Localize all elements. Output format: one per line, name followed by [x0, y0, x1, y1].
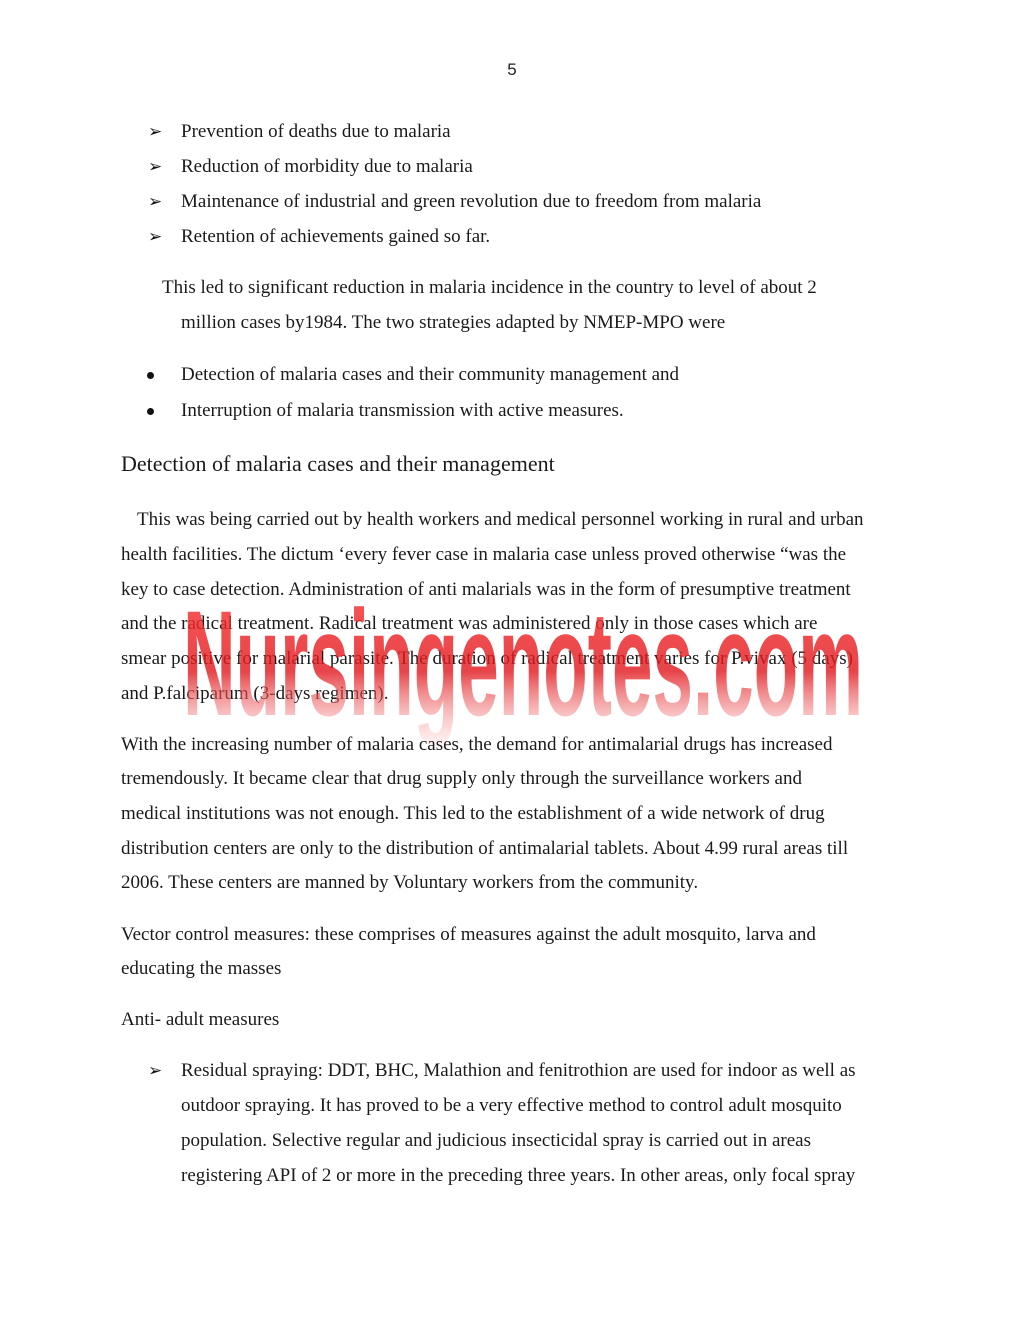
arrow-bullet-icon: ➢ — [148, 122, 163, 141]
page-number: 5 — [507, 60, 517, 79]
paragraph-line: Vector control measures: these comprises of measures against the adult mosquito, larva and — [121, 924, 816, 945]
anti-adult-label: Anti- adult measures — [121, 1009, 280, 1030]
arrow-bullet-icon: ➢ — [148, 192, 163, 211]
arrow-bullet-icon: ➢ — [148, 1061, 163, 1080]
arrow-bullet-icon: ➢ — [148, 157, 163, 176]
paragraph-line: educating the masses — [121, 958, 282, 979]
list-item: Detection of malaria cases and their community management and — [181, 364, 680, 385]
list-item: Interruption of malaria transmission with active measures. — [181, 400, 624, 421]
watermark-text: Nursingenotes.com — [183, 579, 863, 747]
list-item: Maintenance of industrial and green revolution due to freedom from malaria — [181, 191, 762, 212]
paragraph-line: health facilities. The dictum ‘every fever case in malaria case unless proved otherwise “was the — [121, 544, 847, 565]
list-item-line: outdoor spraying. It has proved to be a very effective method to control adult mosquito — [181, 1095, 842, 1116]
paragraph-line: smear positive for malarial parasite. The duration of radical treatment varies for P.vivax (5 days) — [121, 648, 853, 669]
paragraph-line: and P.falciparum (3-days regimen). — [121, 683, 389, 704]
paragraph-line: With the increasing number of malaria cases, the demand for antimalarial drugs has increased — [121, 734, 833, 755]
list-item: Reduction of morbidity due to malaria — [181, 156, 473, 177]
paragraph-line: tremendously. It became clear that drug supply only through the surveillance workers and — [121, 768, 802, 789]
paragraph-line: This was being carried out by health workers and medical personnel working in rural and urban — [137, 509, 864, 530]
bullet-dot-icon — [147, 408, 154, 415]
list-item-line: registering API of 2 or more in the preceding three years. In other areas, only focal spray — [181, 1165, 856, 1186]
bullet-dot-icon — [147, 372, 154, 379]
paragraph-line: medical institutions was not enough. This led to the establishment of a wide network of drug — [121, 803, 825, 824]
arrow-bullet-icon: ➢ — [148, 227, 163, 246]
list-item: Prevention of deaths due to malaria — [181, 121, 451, 142]
paragraph-line: 2006. These centers are manned by Voluntary workers from the community. — [121, 872, 699, 893]
paragraph-line: million cases by1984. The two strategies adapted by NMEP-MPO were — [181, 312, 726, 333]
section-heading: Detection of malaria cases and their management — [121, 451, 555, 476]
list-item-line: population. Selective regular and judicious insecticidal spray is carried out in areas — [181, 1130, 811, 1151]
paragraph-line: This led to significant reduction in malaria incidence in the country to level of about 2 — [162, 277, 817, 298]
paragraph-line: distribution centers are only to the distribution of antimalarial tablets. About 4.99 rural areas till — [121, 838, 849, 859]
list-item: Retention of achievements gained so far. — [181, 226, 491, 247]
paragraph-line: and the radical treatment. Radical treatment was administered only in those cases which are — [121, 613, 818, 634]
list-item-line: Residual spraying: DDT, BHC, Malathion and fenitrothion are used for indoor as well as — [181, 1060, 856, 1081]
paragraph-line: key to case detection. Administration of anti malarials was in the form of presumptive treatment — [121, 579, 851, 600]
